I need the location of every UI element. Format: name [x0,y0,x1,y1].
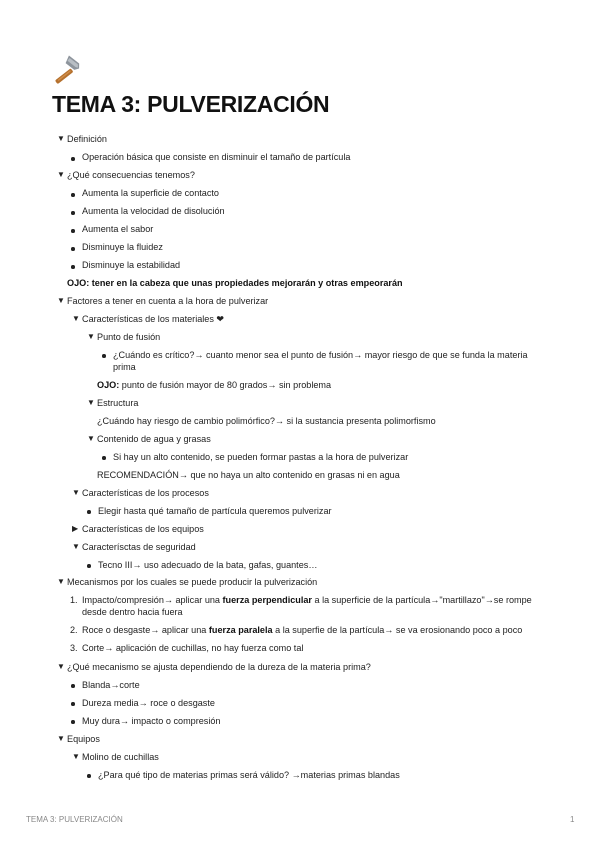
list-item: Tecno III→ uso adecuado de la bata, gafas, guantes… [98,560,318,570]
ojo-note: OJO: tener en la cabeza que unas propiedades mejorarán y otras empeorarán [67,278,403,288]
bullet-icon [71,720,75,724]
toggle-triangle-icon[interactable]: ▼ [57,662,65,671]
toggle-punto-fusion[interactable]: Punto de fusión [97,332,161,342]
toggle-triangle-icon[interactable]: ▼ [57,577,65,586]
list-number: 2. [70,625,78,635]
list-item: Blanda→corte [82,680,140,690]
list-item: Disminuye la estabilidad [82,260,181,270]
toggle-triangle-icon[interactable]: ▶ [72,524,79,533]
numbered-item-continuation: desde dentro hacia fuera [82,607,183,617]
toggle-consecuencias[interactable]: ¿Qué consecuencias tenemos? [67,170,195,180]
toggle-materiales[interactable]: Características de los materiales ❤ [82,314,225,324]
toggle-equipos[interactable]: Equipos [67,734,100,744]
list-item: Operación básica que consiste en disminuir el tamaño de partícula [82,152,351,162]
bullet-icon [71,265,75,269]
estructura-text: ¿Cuándo hay riesgo de cambio polimórfico?→ si la sustancia presenta polimorfismo [97,416,436,426]
toggle-molino[interactable]: Molino de cuchillas [82,752,159,762]
numbered-item [82,594,532,607]
numbered-item: Corte→ aplicación de cuchillas, no hay fuerza como tal [82,643,304,653]
bullet-icon [71,684,75,688]
bullet-icon [71,702,75,706]
list-item: Aumenta la velocidad de disolución [82,206,225,216]
list-item: ¿Cuándo es crítico?→ cuanto menor sea el punto de fusión→ mayor riesgo de que se funda la materia [113,350,528,360]
toggle-factores[interactable]: Factores a tener en cuenta a la hora de pulverizar [67,296,269,306]
toggle-triangle-icon[interactable]: ▼ [57,170,65,179]
bullet-icon [71,211,75,215]
page-title: TEMA 3: PULVERIZACIÓN [52,91,330,117]
toggle-triangle-icon[interactable]: ▼ [87,398,95,407]
list-item: Elegir hasta qué tamaño de partícula queremos pulverizar [98,506,332,516]
list-item: Si hay un alto contenido, se pueden formar pastas a la hora de pulverizar [113,452,409,462]
list-item: Muy dura→ impacto o compresión [82,716,221,726]
footer-title: TEMA 3: PULVERIZACIÓN [26,815,123,824]
bullet-icon [87,564,91,568]
list-item: Disminuye la fluidez [82,242,163,252]
mec-2-text: Roce o desgaste→ aplicar una [82,625,209,635]
ojo-fusion-text: punto de fusión mayor de 80 grados→ sin problema [119,380,332,390]
toggle-triangle-icon[interactable]: ▼ [72,314,80,323]
toggle-triangle-icon[interactable]: ▼ [57,134,65,143]
bullet-icon [71,247,75,251]
toggle-triangle-icon[interactable]: ▼ [72,752,80,761]
list-item: Dureza media→ roce o desgaste [82,698,215,708]
mec-2-text-post: a la superfie de la partícula→ se va erosionando poco a poco [272,625,523,635]
mec-1-text: Impacto/compresión→ aplicar una [82,595,223,605]
list-item: Aumenta el sabor [82,224,154,234]
list-number: 3. [70,643,78,653]
mec-2-bold: fuerza paralela [208,625,273,635]
hammer-icon [48,55,84,87]
bullet-icon [102,456,106,460]
toggle-triangle-icon[interactable]: ▼ [87,332,95,341]
toggle-triangle-icon[interactable]: ▼ [57,296,65,305]
mec-1-bold: fuerza perpendicular [222,595,312,605]
mec-1-text-post: a la superficie de la partícula→"martillazo"→se rompe [311,595,532,605]
toggle-contenido[interactable]: Contenido de agua y grasas [97,434,211,444]
toggle-triangle-icon[interactable]: ▼ [57,734,65,743]
list-item-continuation: prima [113,362,136,372]
ojo-label: OJO: [97,380,120,390]
ojo-fusion-paragraph [97,379,331,392]
toggle-triangle-icon[interactable]: ▼ [87,434,95,443]
page-number: 1 [570,815,575,824]
bullet-icon [87,510,91,514]
list-item: Aumenta la superficie de contacto [82,188,219,198]
bullet-icon [87,774,91,778]
bullet-icon [71,229,75,233]
list-number: 1. [70,595,78,605]
toggle-mecanismos[interactable]: Mecanismos por los cuales se puede producir la pulverización [67,577,318,587]
toggle-estructura[interactable]: Estructura [97,398,139,408]
list-item: ¿Para qué tipo de materias primas será válido? →materias primas blandas [98,770,400,780]
toggle-definicion[interactable]: Definición [67,134,107,144]
bullet-icon [71,193,75,197]
toggle-triangle-icon[interactable]: ▼ [72,542,80,551]
toggle-equipos-caracteristicas[interactable]: Características de los equipos [82,524,204,534]
toggle-procesos[interactable]: Características de los procesos [82,488,209,498]
recomendacion-text: RECOMENDACIÓN→ que no haya un alto contenido en grasas ni en agua [97,470,400,480]
bullet-icon [71,157,75,161]
toggle-seguridad[interactable]: Caracterísctas de seguridad [82,542,196,552]
toggle-que-mecanismo[interactable]: ¿Qué mecanismo se ajusta dependiendo de la dureza de la materia prima? [67,662,371,672]
numbered-item [82,624,522,637]
toggle-triangle-icon[interactable]: ▼ [72,488,80,497]
bullet-icon [102,354,106,358]
